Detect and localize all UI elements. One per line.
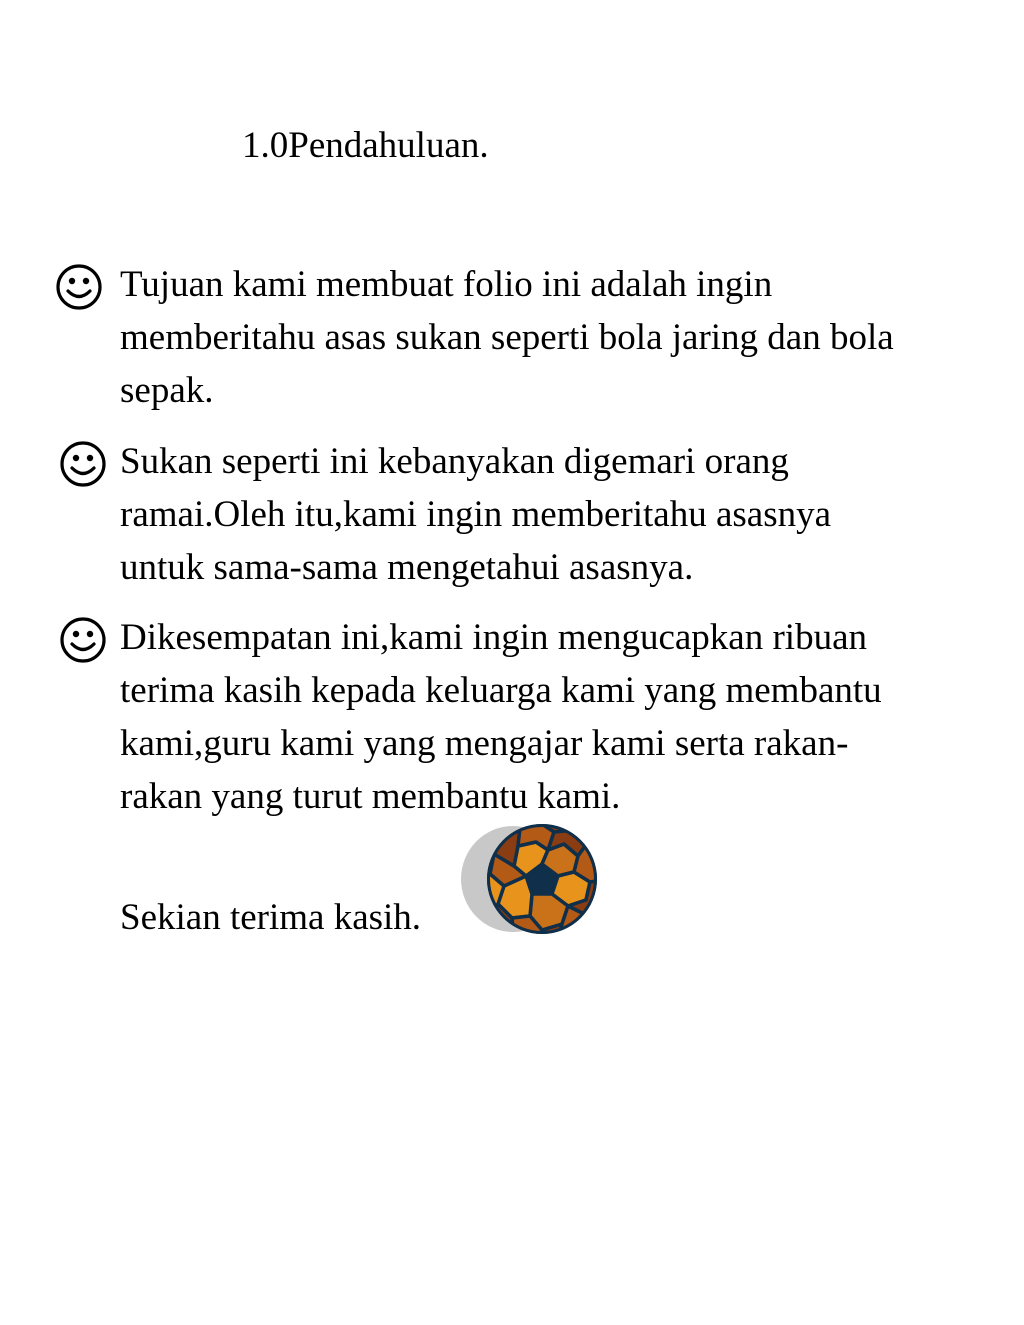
soccer-ball-icon (458, 824, 603, 934)
smiley-icon (58, 615, 108, 665)
bullet-text: Dikesempatan ini,kami ingin mengucapkan ribuan terima kasih kepada keluarga kami yang membantu kami,guru kami yang mengajar kami serta rakan-rakan yang turut membantu kami. (120, 617, 882, 817)
smiley-icon (54, 262, 104, 312)
bullet-text: Sukan seperti ini kebanyakan digemari orang ramai.Oleh itu,kami ingin memberitahu asasnya untuk sama-sama mengetahui asasnya. (120, 441, 832, 588)
page-title: 1.0Pendahuluan. (242, 125, 489, 166)
bullet-text: Tujuan kami membuat folio ini adalah ingin memberitahu asas sukan seperti bola jaring dan bola sepak. (120, 264, 894, 411)
smiley-icon (58, 439, 108, 489)
closing-text: Sekian terima kasih. (120, 897, 422, 938)
